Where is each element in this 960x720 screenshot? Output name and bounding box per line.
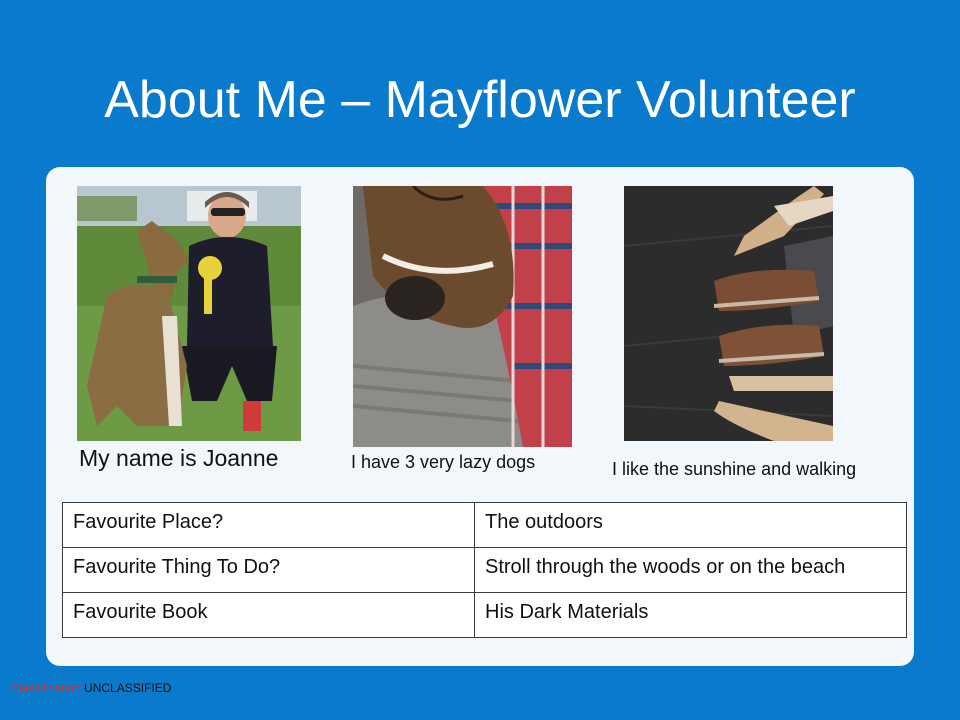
classification-label: Classification: [10,681,85,695]
favourite-place-answer: The outdoors [475,503,907,548]
caption-dogs: I have 3 very lazy dogs [351,452,536,472]
table-row [63,503,907,548]
classification-footer [10,681,171,695]
caption-sunshine: I like the sunshine and walking [612,459,857,479]
favourite-thing-answer: Stroll through the woods or on the beach [475,548,907,593]
favourite-book-answer: His Dark Materials [475,593,907,638]
favourite-place-question: Favourite Place? [63,503,475,548]
favourites-table [62,502,907,638]
caption-name: My name is Joanne [79,445,279,471]
table-row [63,593,907,638]
favourite-thing-question: Favourite Thing To Do? [63,548,475,593]
favourite-book-question: Favourite Book [63,593,475,638]
photo-sleeping-dog [353,186,572,447]
photo-boots-and-paws [624,186,833,441]
slide-title: About Me – Mayflower Volunteer [104,71,856,129]
table-row [63,548,907,593]
photo-woman-with-dog [77,186,301,441]
classification-value: UNCLASSIFIED [84,681,172,695]
